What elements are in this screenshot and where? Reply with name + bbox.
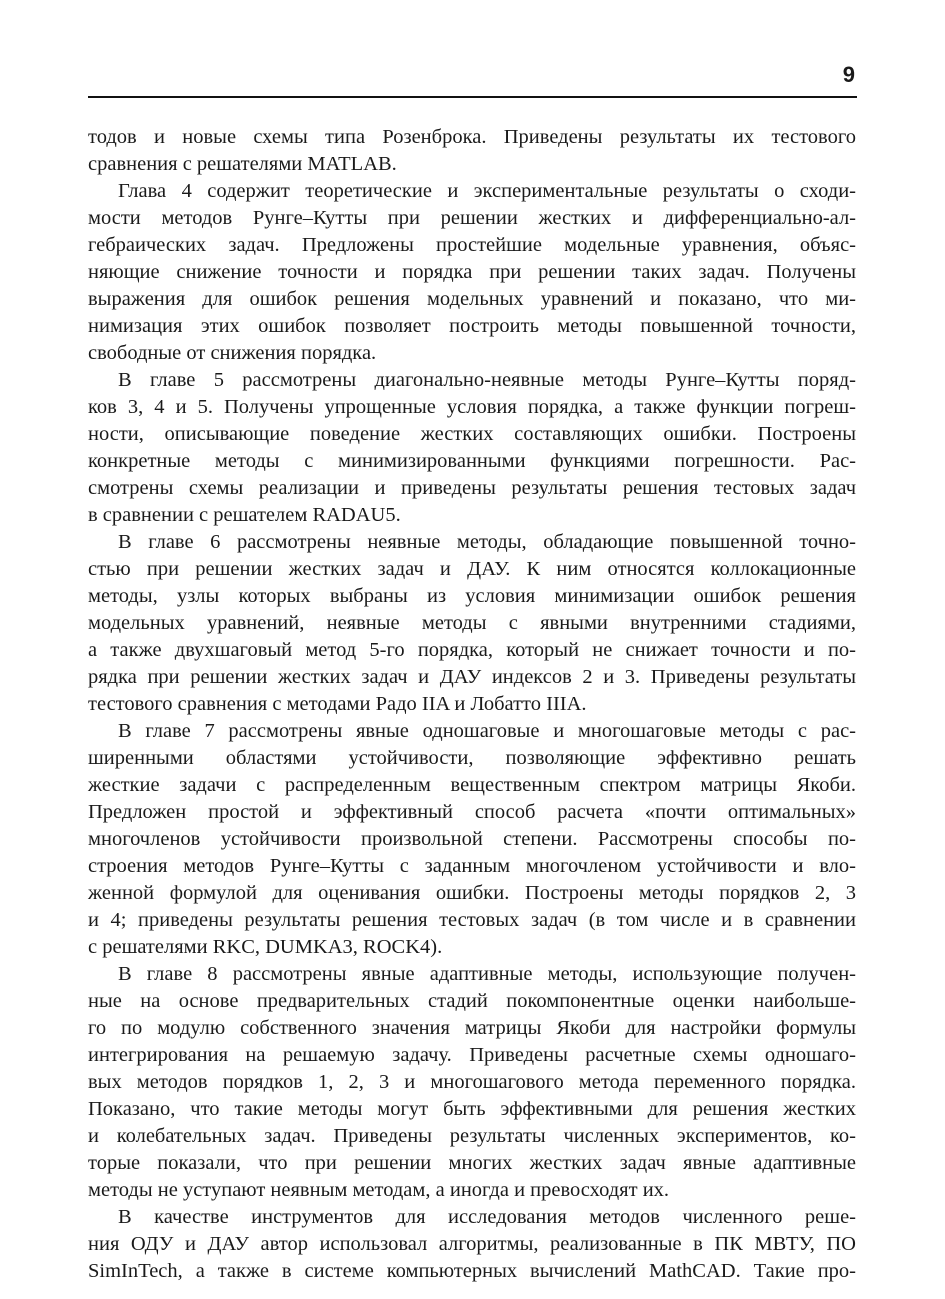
text-line: выражения для ошибок решения модельных уравнений и показано, что ми- <box>88 288 856 310</box>
text-line: конкретные методы с минимизированными функциями погрешности. Рас- <box>88 450 856 472</box>
text-line: модельных уравнений, неявные методы с явными внутренними стадиями, <box>88 612 856 634</box>
paragraph <box>88 1204 856 1285</box>
text-line: гебраических задач. Предложены простейшие модельные уравнения, объяс- <box>88 234 856 256</box>
text-line: мости методов Рунге–Кутты при решении жестких и дифференциально-ал- <box>88 207 856 229</box>
text-line: В главе 5 рассмотрены диагонально-неявные методы Рунге–Кутты поряд- <box>118 369 856 391</box>
page-number: 9 <box>842 62 855 87</box>
text-line: вых методов порядков 1, 2, 3 и многошагового метода переменного порядка. <box>88 1071 856 1093</box>
text-line: жесткие задачи с распределенным вещественным спектром матрицы Якоби. <box>88 774 856 796</box>
text-line: многочленов устойчивости произвольной степени. Рассмотрены способы по- <box>88 828 856 850</box>
paragraph <box>88 178 856 367</box>
text-line: сравнения с решателями MATLAB. <box>88 153 397 175</box>
text-line: в сравнении с решателем RADAU5. <box>88 504 401 526</box>
text-line: В главе 7 рассмотрены явные одношаговые и многошаговые методы с рас- <box>118 720 856 742</box>
paragraph <box>88 124 856 178</box>
text-line: интегрирования на решаемую задачу. Приведены расчетные схемы одношаго- <box>88 1044 856 1066</box>
paragraph <box>88 718 856 961</box>
text-line: В главе 6 рассмотрены неявные методы, обладающие повышенной точно- <box>118 531 856 553</box>
text-line: и колебательных задач. Приведены результаты численных экспериментов, ко- <box>88 1125 856 1147</box>
paragraph <box>88 961 856 1204</box>
text-line: свободные от снижения порядка. <box>88 342 377 364</box>
text-line: В качестве инструментов для исследования методов численного реше- <box>118 1206 856 1228</box>
text-line: Предложен простой и эффективный способ расчета «почти оптимальных» <box>88 801 856 823</box>
text-line: методы, узлы которых выбраны из условия минимизации ошибок решения <box>88 585 856 607</box>
text-line: ширенными областями устойчивости, позволяющие эффективно решать <box>88 747 856 769</box>
text-line: рядка при решении жестких задач и ДАУ индексов 2 и 3. Приведены результаты <box>88 666 856 688</box>
paragraph <box>88 367 856 529</box>
text-line: SimInTech, а также в системе компьютерных вычислений MathCAD. Такие про- <box>88 1260 856 1282</box>
text-line: тестового сравнения с методами Радо IIA и Лобатто IIIA. <box>88 693 587 715</box>
text-line: Глава 4 содержит теоретические и экспериментальные результаты о сходи- <box>118 180 856 202</box>
text-line: го по модулю собственного значения матрицы Якоби для настройки формулы <box>88 1017 856 1039</box>
text-line: строения методов Рунге–Кутты с заданным многочленом устойчивости и вло- <box>88 855 856 877</box>
text-line: методы не уступают неявным методам, а иногда и превосходят их. <box>88 1179 670 1201</box>
text-line: с решателями RKC, DUMKA3, ROCK4). <box>88 936 443 958</box>
text-line: смотрены схемы реализации и приведены результаты решения тестовых задач <box>88 477 856 499</box>
text-line: ков 3, 4 и 5. Получены упрощенные условия порядка, а также функции погреш- <box>88 396 856 418</box>
body-text <box>88 124 856 1285</box>
text-line: ния ОДУ и ДАУ автор использовал алгоритмы, реализованные в ПК МВТУ, ПО <box>88 1233 856 1255</box>
text-line: няющие снижение точности и порядка при решении таких задач. Получены <box>88 261 856 283</box>
text-line: ности, описывающие поведение жестких составляющих ошибки. Построены <box>88 423 856 445</box>
text-line: ные на основе предварительных стадий покомпонентные оценки наибольше- <box>88 990 856 1012</box>
text-line: и 4; приведены результаты решения тестовых задач (в том числе и в сравнении <box>88 909 856 931</box>
text-line: торые показали, что при решении многих жестких задач явные адаптивные <box>88 1152 856 1174</box>
text-line: женной формулой для оценивания ошибки. Построены методы порядков 2, 3 <box>88 882 856 904</box>
text-line: стью при решении жестких задач и ДАУ. К ним относятся коллокационные <box>88 558 856 580</box>
header-rule <box>88 96 857 98</box>
text-line: тодов и новые схемы типа Розенброка. Приведены результаты их тестового <box>88 126 856 148</box>
text-line: а также двухшаговый метод 5-го порядка, который не снижает точности и по- <box>88 639 856 661</box>
text-line: нимизация этих ошибок позволяет построить методы повышенной точности, <box>88 315 856 337</box>
paragraph <box>88 529 856 718</box>
text-line: Показано, что такие методы могут быть эффективными для решения жестких <box>88 1098 856 1120</box>
text-line: В главе 8 рассмотрены явные адаптивные методы, использующие получен- <box>118 963 856 985</box>
